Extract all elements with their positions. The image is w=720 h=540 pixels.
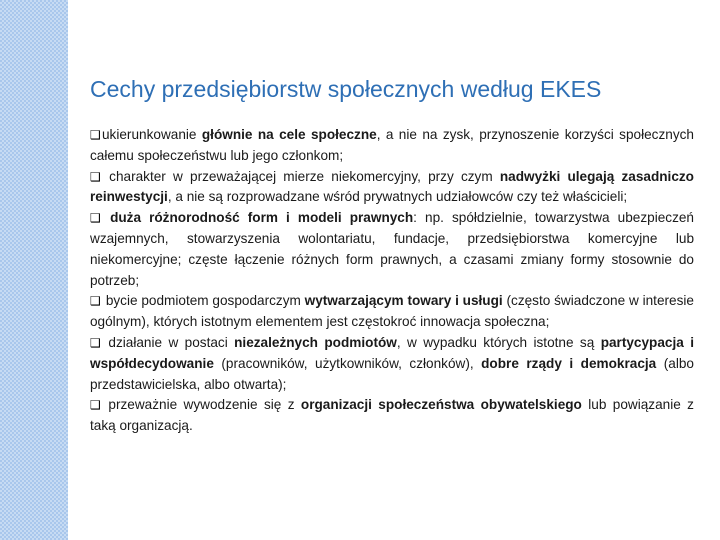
- bullet-text: ukierunkowanie: [102, 127, 202, 142]
- square-checkbox-icon: ❑: [90, 169, 101, 184]
- bullet-item: [90, 167, 694, 209]
- bullet-text: bycie podmiotem gospodarczym: [102, 293, 305, 309]
- square-checkbox-icon: ❑: [90, 398, 101, 413]
- bullet-text: lub powiązanie z taką organizacją.: [90, 397, 694, 434]
- bullet-text: [102, 210, 110, 225]
- bullet-text: przeważnie wywodzenie się z: [102, 397, 301, 413]
- bullet-text-bold: duża różnorodność form i modeli prawnych: [110, 210, 414, 226]
- bullet-list: [90, 125, 694, 437]
- bullet-text-bold: głównie na cele społeczne: [201, 127, 377, 142]
- bullet-text-bold: niezależnych podmiotów: [234, 334, 397, 350]
- bullet-text-bold: partycypacja i współdecydowanie: [90, 334, 694, 371]
- slide-title: Cechy przedsiębiorstw społecznych według EKES: [90, 76, 602, 102]
- bullet-text: charakter w przeważającej mierze niekomercyjny, przy czym: [102, 168, 500, 184]
- bullet-text: (pracowników, użytkowników, członków),: [213, 355, 482, 371]
- bullet-text: , w wypadku których istotne są: [396, 334, 601, 350]
- side-band-edge: [68, 0, 72, 540]
- bullet-text: (często świadczone w interesie ogólnym), których istotnym elementem jest częstokroć innowacja społeczna;: [90, 293, 694, 330]
- bullet-item: [90, 291, 694, 333]
- decorative-side-band: [0, 0, 68, 540]
- bullet-text: działanie w postaci: [102, 334, 235, 350]
- bullet-text-bold: wytwarzającym towary i usługi: [304, 293, 503, 309]
- bullet-item: [90, 395, 694, 437]
- square-checkbox-icon: ❑: [90, 128, 101, 142]
- bullet-item: [90, 125, 694, 167]
- bullet-text: (albo przedstawicielska, albo otwarta);: [90, 355, 694, 392]
- bullet-text-bold: organizacji społeczeństwa obywatelskiego: [300, 397, 582, 413]
- bullet-text-bold: nadwyżki ulegają zasadniczo reinwestycji: [90, 168, 694, 205]
- bullet-item: [90, 208, 694, 291]
- bullet-text: : np. spółdzielnie, towarzystwa ubezpieczeń wzajemnych, stowarzyszenia wolontariatu, fundacje, przedsiębiorstwa komercyjne lub niekomercyjne; częste łączenie różnych form prawnych, a czasami zmiany formy stosownie do potrzeb;: [90, 210, 694, 288]
- bullet-text-bold: dobre rządy i demokracja: [481, 355, 657, 371]
- square-checkbox-icon: ❑: [90, 294, 101, 309]
- square-checkbox-icon: ❑: [90, 211, 101, 226]
- square-checkbox-icon: ❑: [90, 335, 101, 350]
- bullet-text: , a nie są rozprowadzane wśród prywatnych udziałowców czy też właścicieli;: [167, 189, 628, 205]
- bullet-text: , a nie na zysk, przynoszenie korzyści społecznych całemu społeczeństwu lub jego członkom;: [90, 127, 694, 163]
- bullet-item: [90, 333, 694, 395]
